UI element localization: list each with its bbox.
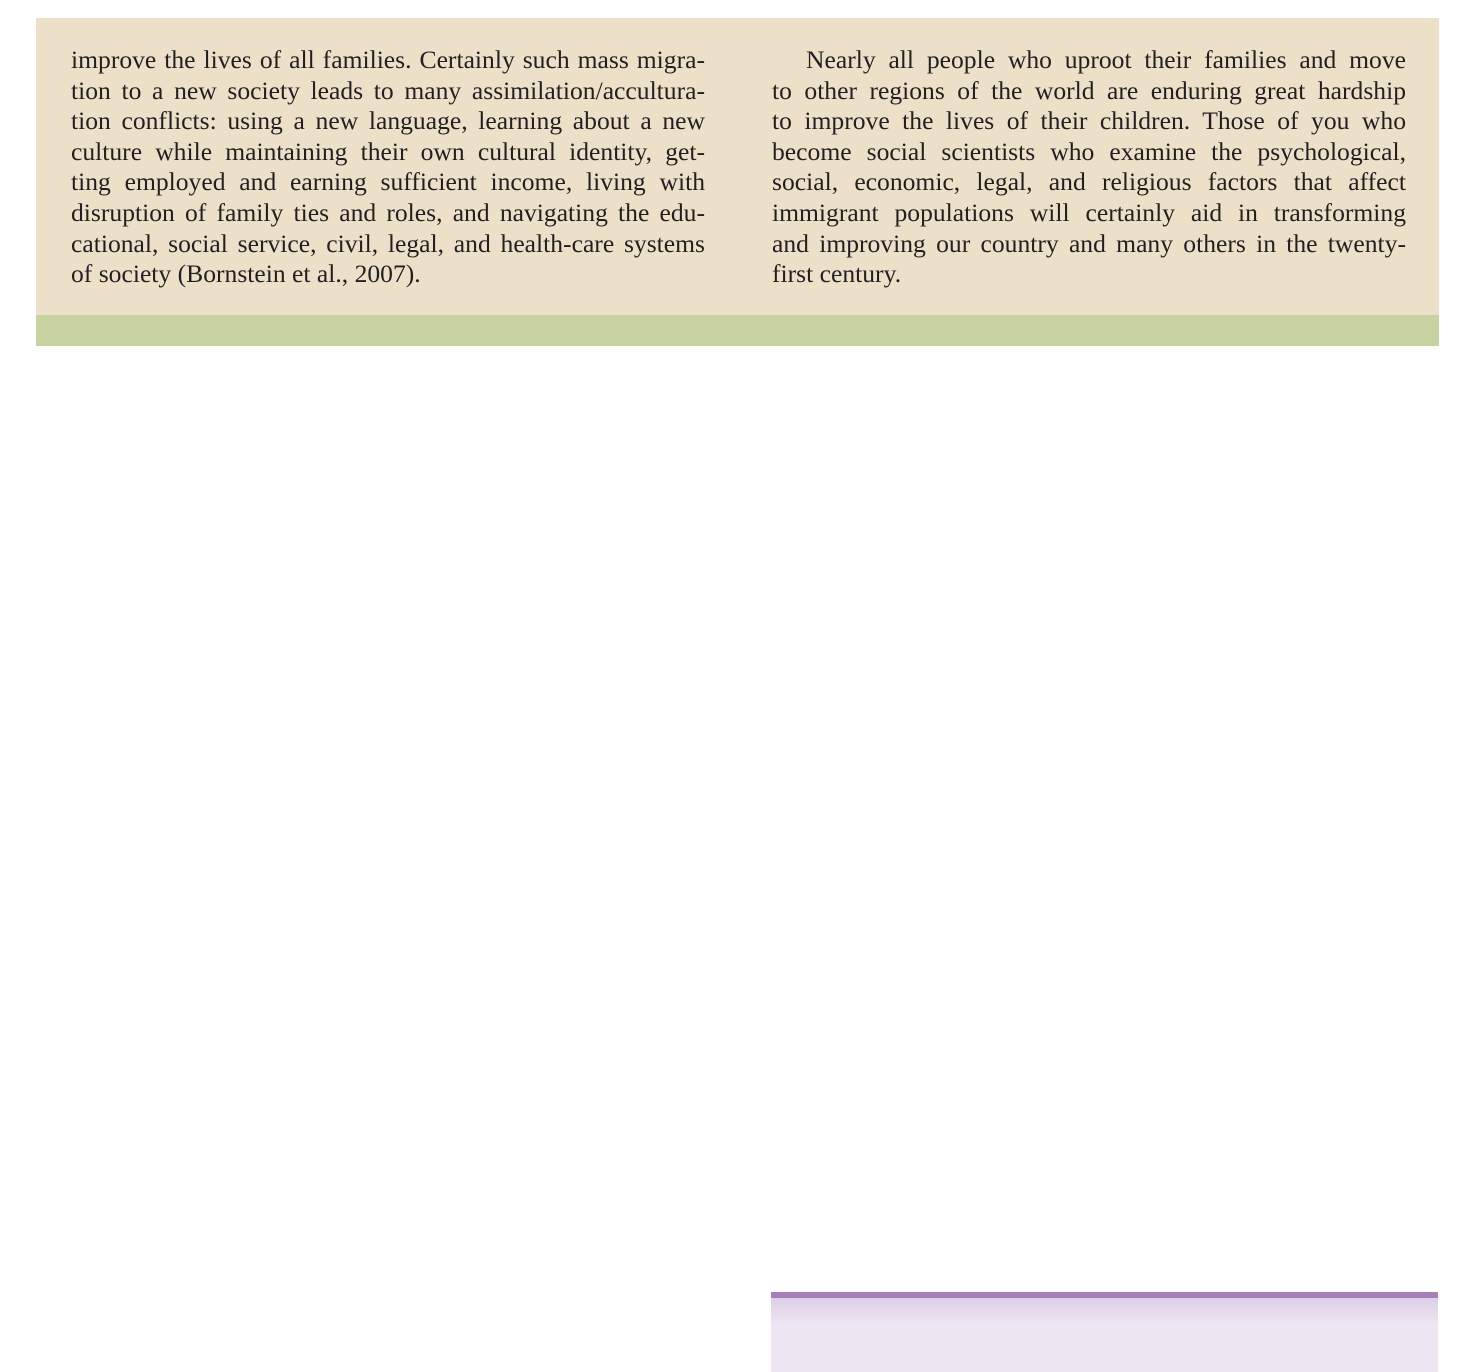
text-line: and improving our country and many others in the twenty-	[772, 228, 1406, 258]
text-line: tion to a new society leads to many assimilation/accultura-	[71, 75, 705, 105]
feature-box-footer-band	[36, 315, 1439, 346]
sidebar-box	[771, 1292, 1438, 1372]
text-line: to other regions of the world are enduring great hardship	[772, 75, 1406, 105]
text-line: culture while maintaining their own cultural identity, get-	[71, 136, 705, 166]
paragraph-first-line: Nearly all people who uproot their families and move	[806, 45, 1406, 74]
text-line: tion conflicts: using a new language, learning about a new	[71, 106, 705, 136]
text-line: to improve the lives of their children. Those of you who	[772, 106, 1406, 136]
text-line: cational, social service, civil, legal, and health-care systems	[71, 228, 705, 258]
text-line: disruption of family ties and roles, and navigating the edu-	[71, 197, 705, 227]
text-line: improve the lives of all families. Certainly such mass migra-	[71, 45, 705, 74]
feature-text-right-column	[772, 45, 1406, 290]
text-line: become social scientists who examine the psychological,	[772, 136, 1406, 166]
text-line: social, economic, legal, and religious factors that affect	[772, 167, 1406, 197]
text-line: immigrant populations will certainly aid in transforming	[772, 197, 1406, 227]
text-line: first century.	[772, 259, 902, 289]
text-line: of society (Bornstein et al., 2007).	[71, 259, 421, 289]
feature-text-left-column	[71, 45, 705, 290]
text-line: ting employed and earning sufficient income, living with	[71, 167, 705, 197]
sidebar-header-shade	[771, 1298, 1438, 1324]
